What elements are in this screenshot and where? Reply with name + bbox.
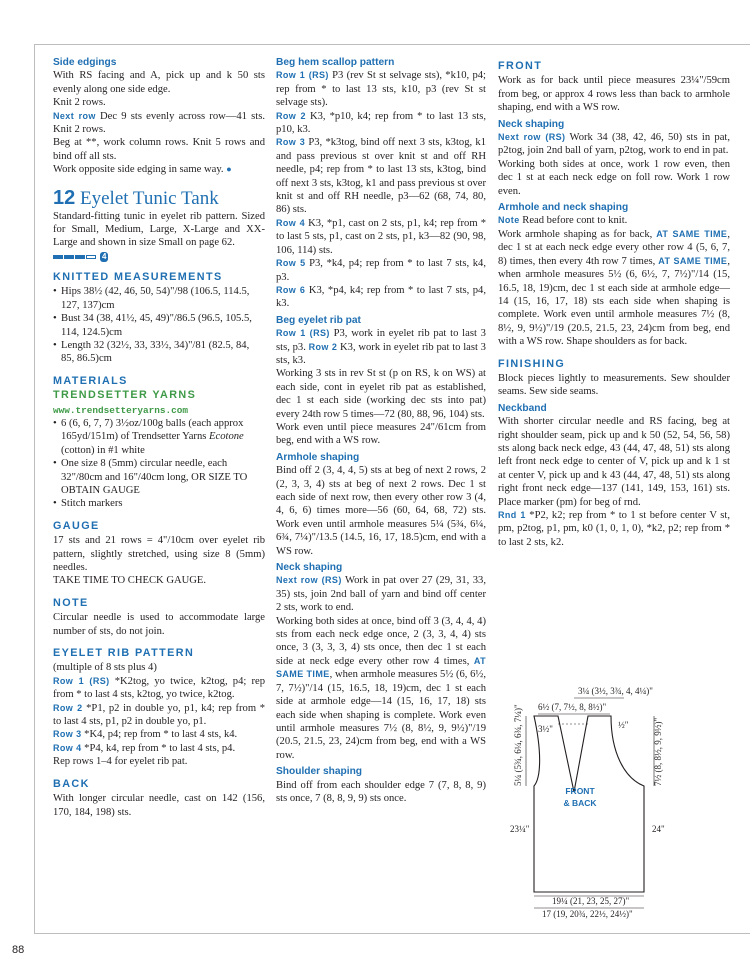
eyelet-pat-p2: Work even until piece measures 24"/61cm from beg, end with a WS row. — [276, 421, 486, 447]
skill-bar-icon — [75, 255, 85, 259]
side-edgings-p1: With RS facing and A, pick up and k 50 sts evenly along one side edge. — [53, 70, 265, 95]
pattern-description: Standard-fitting tunic in eyelet rib pattern. Sized for Small, Medium, Large, X-Large and XX-Large and shown in size Small on page 62. — [53, 210, 265, 249]
neckband-text: With shorter circular needle and RS facing, beg at right shoulder seam, pick up and k 50 (52, 54, 56, 58) sts along back neck edge, 43 (44, 47, 48, 51) sts along left front neck edge to center of V, pick up and k 1 st at center V, pick up and k 43 (44, 47, 48, 51) sts along right front neck edge—137 (141, 149, 153, 161) sts. Place marker (pm) for beg of rnd. — [498, 416, 730, 508]
schematic-label-back: & BACK — [563, 798, 597, 808]
top-width-label: 3¼ (3½, 3¾, 4, 4¼)" — [578, 686, 653, 696]
neck-next-row: Next row (RS) Work in pat over 27 (29, 31, 33, 35) sts, join 2nd ball of yarn and bind off center 2 sts, work to end. — [276, 575, 486, 614]
column-3 — [498, 56, 730, 549]
armhole-text: Bind off 2 (3, 4, 4, 5) sts at beg of next 2 rows, 2 (2, 3, 3, 4) sts at beg of next 2 rows. Dec 1 st each side of next row, then every other row 3 (4, 4, 6, 6) times more—56 (60, 64, 68, 72) sts. Work even until armhole measures 5¼ (5¾, 6¼, 6¾, 7¼)"/13.5 (14.5, 16, 17, 18.5)cm, end with a WS row. — [276, 465, 486, 557]
gauge-check: TAKE TIME TO CHECK GAUGE. — [53, 575, 207, 587]
side-right-label: 24" — [652, 824, 665, 834]
yarn-url: www.trendsetteryarns.com — [53, 404, 189, 416]
eyelet-pat-title: Beg eyelet rib pat — [276, 314, 361, 326]
skill-bar-icon — [53, 255, 63, 259]
list-item: • Bust 34 (38, 41½, 45, 49)"/86.5 (96.5, 105.5, 114, 124.5)cm — [53, 312, 265, 339]
skill-bar-icon — [64, 255, 74, 259]
note-title: NOTE — [53, 596, 89, 609]
knitted-measurements-title: KNITTED MEASUREMENTS — [53, 270, 223, 283]
back-neck-drop-label: ½" — [618, 720, 629, 730]
armhole-neck-note: Note Read before cont to knit. — [498, 215, 628, 227]
scallop-row3: Row 3 P3, *k3tog, bind off next 3 sts, k3tog, k1 and pass previous st over knit st and off RH needle, p4; rep from * to last 13 sts, k3tog, bind off next 3 sts, k3tog, k1 and pass previous st over knit st and off RH needle, p3—62 (68, 74, 80, 86) sts. — [276, 137, 486, 216]
list-item: • Stitch markers — [53, 497, 265, 510]
bust-width-label: 17 (19, 20¾, 22½, 24½)" — [542, 909, 633, 919]
page-bottom-rule — [34, 933, 750, 934]
shoulder-drop-label: 3½" — [538, 724, 553, 734]
column-2 — [276, 56, 486, 805]
finishing-title: FINISHING — [498, 357, 566, 370]
materials-title: MATERIALS — [53, 374, 128, 387]
hip-width-label: 19¼ (21, 23, 25, 27)" — [552, 896, 630, 906]
page-top-rule — [34, 44, 750, 45]
scallop-row4: Row 4 K3, *p1, cast on 2 sts, p1, k4; rep from * to last 5 sts, p1, cast on 2 sts, p1, k3—82 (90, 98, 106, 114) sts. — [276, 217, 486, 256]
eyelet-rib-row3: Row 3 *K4, p4; rep from * to last 4 sts, k4. — [53, 729, 238, 741]
end-bullet-icon: ● — [226, 164, 232, 175]
list-item: • One size 8 (5mm) circular needle, each 32"/80cm and 16"/40cm long, OR SIZE TO OBTAIN GAUGE — [53, 457, 265, 497]
neck-title: Neck shaping — [276, 562, 343, 574]
armhole-neck-title: Armhole and neck shaping — [498, 202, 629, 214]
armhole-total-label: 7½ (8, 8½, 9, 9½)" — [653, 717, 663, 786]
scallop-row6: Row 6 K3, *p4, k4; rep from * to last 7 sts, p4, k3. — [276, 284, 486, 310]
side-edgings-p5: Work opposite side edging in same way. ● — [53, 164, 232, 176]
shoulder-title: Shoulder shaping — [276, 766, 363, 778]
gauge-title: GAUGE — [53, 519, 100, 532]
materials-list — [53, 417, 265, 511]
side-edgings-p2: Knit 2 rows. — [53, 97, 106, 109]
eyelet-rib-row4: Row 4 *P4, k4, rep from * to last 4 sts, p4. — [53, 742, 236, 754]
skill-bar-empty-icon — [86, 255, 96, 259]
schematic-diagram — [508, 682, 708, 922]
armhole-neck-text: Work armhole shaping as for back, AT SAME TIME, dec 1 st at each neck edge every other row 4 (5, 6, 7, 8) times, then every 4th row 7 times, AT SAME TIME, when armhole measures 5½ (6, 6½, 7, 7½)"/14 (15, 16.5, 18, 19)cm, dec 1 st each side at armhole edge—14 (15, 16, 17, 18) sts each side when shaping is complete. Work even until armhole measures 7½ (8, 8½, 9, 9½)"/19 (20.5, 21.5, 23, 24)cm from beg, end with a WS row. Shape shoulders as for back. — [498, 228, 730, 348]
shoulder-text: Bind off from each shoulder edge 7 (7, 8, 8, 9) sts once, 7 (8, 8, 9, 9) sts once. — [276, 779, 486, 804]
neckband-rnd1: Rnd 1 *P2, k2; rep from * to 1 st before center V st, pm, p2tog, p1, pm, k0 (1, 0, 1, 0), *k2, p2; rep from * to last 2 sts, k2. — [498, 510, 730, 548]
back-title: BACK — [53, 777, 90, 790]
schematic-label-front: FRONT — [565, 786, 595, 796]
side-edgings-next-row: Next row Dec 9 sts evenly across row—41 sts. Knit 2 rows. — [53, 110, 265, 136]
pattern-number: 12 — [53, 186, 76, 209]
pattern-title — [53, 187, 265, 210]
back-text: With longer circular needle, cast on 142 (156, 170, 184, 198) sts. — [53, 793, 265, 818]
scallop-title: Beg hem scallop pattern — [276, 57, 395, 68]
front-neck-next-row: Next row (RS) Work 34 (38, 42, 46, 50) sts in pat, p2tog, join 2nd ball of yarn, p2tog, work to end in pat. — [498, 132, 730, 157]
armhole-title: Armhole shaping — [276, 451, 360, 463]
eyelet-rib-row2: Row 2 *P1, p2 in double yo, p1, k4; rep from * to last 4 sts, p1, p2 in double yo, p1. — [53, 702, 265, 728]
scallop-row2: Row 2 K3, *p10, k4; rep from * to last 13 sts, p10, k3. — [276, 110, 486, 136]
eyelet-pat-rows: Row 1 (RS) P3, work in eyelet rib pat to last 3 sts, p3. Row 2 K3, work in eyelet rib pat to last 3 sts, k3. — [276, 328, 486, 366]
skill-level-badge: 4 — [102, 251, 107, 261]
neckband-title: Neckband — [498, 402, 547, 414]
side-left-label: 23¼" — [510, 824, 530, 834]
front-neck-title: Neck shaping — [498, 118, 565, 130]
column-1 — [53, 56, 265, 819]
yarn-brand: TRENDSETTER YARNS — [53, 389, 197, 402]
front-back-schematic — [508, 682, 708, 922]
list-item: • Hips 38½ (42, 46, 50, 54)"/98 (106.5, 114.5, 127, 137)cm — [53, 285, 265, 312]
knitted-measurements-list — [53, 285, 265, 365]
finishing-text: Block pieces lightly to measurements. Sew shoulder seams. Sew side seams. — [498, 372, 730, 398]
gauge-text: 17 sts and 21 rows = 4"/10cm over eyelet rib pattern, slightly stretched, using size 8 (5mm) needles. — [53, 535, 265, 573]
scallop-row1: Row 1 (RS) P3 (rev St st selvage sts), *k10, p4; rep from * to last 13 sts, k10, p3 (rev St st selvage sts). — [276, 70, 486, 109]
side-edgings-p4: Beg at **, work column rows. Knit 5 rows and bind off all sts. — [53, 137, 265, 162]
page-number: 88 — [12, 944, 25, 956]
list-item: • Length 32 (32½, 33, 33½, 34)"/81 (82.5, 84, 85, 86.5)cm — [53, 339, 265, 366]
armhole-depth-label: 5¼ (5¾, 6¼, 6¾, 7¼)" — [513, 704, 523, 786]
neck-text: Working both sides at once, bind off 3 (3, 4, 4, 4) sts from each neck edge once, 2 (3, 3, 4, 4) sts once, 3 (3, 3, 3, 4) sts once, then dec 1 st each side at neck edge every other row 4 times, AT SAME TIME, when armhole measures 5½ (6, 6½, 7, 7½)"/14 (15, 16.5, 18, 19)cm, dec 1 st each side at armhole edge—14 (15, 16, 17, 18) sts each side when shaping is complete. Work even until armhole measures 7½ (8, 8½, 9, 9½)"/19 (20.5, 21.5, 23, 24)cm from beg, end with a WS row. — [276, 615, 487, 761]
eyelet-rib-rep: Rep rows 1–4 for eyelet rib pat. — [53, 756, 188, 768]
eyelet-rib-title: EYELET RIB PATTERN — [53, 647, 195, 660]
skill-level-meter — [53, 252, 265, 262]
list-item: • 6 (6, 6, 7, 7) 3½oz/100g balls (each approx 165yd/151m) of Trendsetter Yarns Ecotone (cotton) in #1 white — [53, 417, 265, 457]
front-title: FRONT — [498, 60, 543, 72]
note-text: Circular needle is used to accommodate large number of sts, do not join. — [53, 612, 265, 637]
eyelet-rib-row1: Row 1 (RS) *K2tog, yo twice, k2tog, p4; rep from * to last 4 sts, k2tog, yo twice, k2tog. — [53, 675, 265, 701]
scallop-row5: Row 5 P3, *k4, p4; rep from * to last 7 sts, k4, p3. — [276, 258, 486, 283]
page-left-rule — [34, 44, 35, 933]
front-neck-p2: Working both sides at once, work 1 row even, then dec 1 st at each neck edge on foll row. Work 1 row even. — [498, 158, 730, 197]
pattern-name: Eyelet Tunic Tank — [80, 187, 219, 209]
side-edgings-title: Side edgings — [53, 57, 117, 68]
front-text: Work as for back until piece measures 23¼"/59cm from beg, or approx 4 rows less than back to armhole shaping, end with a WS row. — [498, 75, 730, 114]
neck-width-label: 6½ (7, 7½, 8, 8½)" — [538, 702, 607, 712]
next-row-label: Next row — [53, 110, 96, 121]
eyelet-pat-p1: Working 3 sts in rev St st (p on RS, k on WS) at each side, cont in eyelet rib pat as established, dec 1 st each side (working dec sts into pat) every 24th row 5 times—72 (80, 88, 96, 104) sts. — [276, 368, 486, 420]
eyelet-rib-multiple: (multiple of 8 sts plus 4) — [53, 662, 157, 674]
